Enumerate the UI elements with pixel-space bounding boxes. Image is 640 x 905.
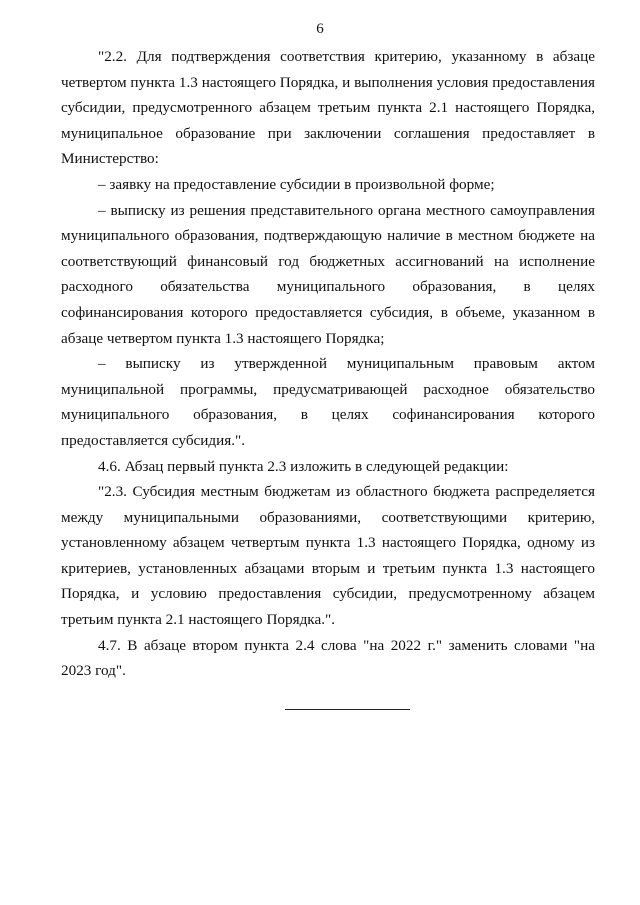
paragraph-4-6: 4.6. Абзац первый пункта 2.3 изложить в следующей редакции: bbox=[98, 457, 509, 475]
list-item-application: – заявку на предоставление субсидии в произвольной форме; bbox=[98, 175, 495, 193]
end-separator-line bbox=[285, 709, 410, 710]
document-body bbox=[61, 44, 595, 684]
list-item-program-extract: – выписку из утвержденной муниципальным правовым актом муниципальной программы, предусматривающей расходное обязательство муниципального образования, в целях софинансирования которого предоставляется субсидия.". bbox=[61, 355, 595, 449]
paragraph-4-7: 4.7. В абзаце втором пункта 2.4 слова "на 2022 г." заменить словами "на 2023 год". bbox=[61, 636, 595, 680]
paragraph-2-3: "2.3. Субсидия местным бюджетам из областного бюджета распределяется между муниципальными образованиями, соответствующими критерию, установленному абзацем четвертым пункта 1.3 настоящего Порядка, одному из критериев, установленных абзацами вторым и третьим пункта 1.3 настоящего Порядка, и условию предоставления субсидии, предусмотренному абзацем третьим пункта 2.1 настоящего Порядка.". bbox=[61, 483, 595, 629]
page-number: 6 bbox=[316, 21, 324, 37]
paragraph-2-2-intro: "2.2. Для подтверждения соответствия критерию, указанному в абзаце четвертом пункта 1.3 настоящего Порядка, и выполнения условия предоставления субсидии, предусмотренного абзацем третьим пункта 2.1 настоящего Порядка, муниципальное образование при заключении соглашения предоставляет в Министерство: bbox=[61, 48, 595, 168]
list-item-decision-extract: – выписку из решения представительного органа местного самоуправления муниципального образования, подтверждающую наличие в местном бюджете на соответствующий финансовый год бюджетных ассигнований на исполнение расходного обязательства муниципального образования, в целях софинансирования которого предоставляется субсидия, в объеме, указанном в абзаце четвертом пункта 1.3 настоящего Порядка; bbox=[61, 201, 595, 347]
